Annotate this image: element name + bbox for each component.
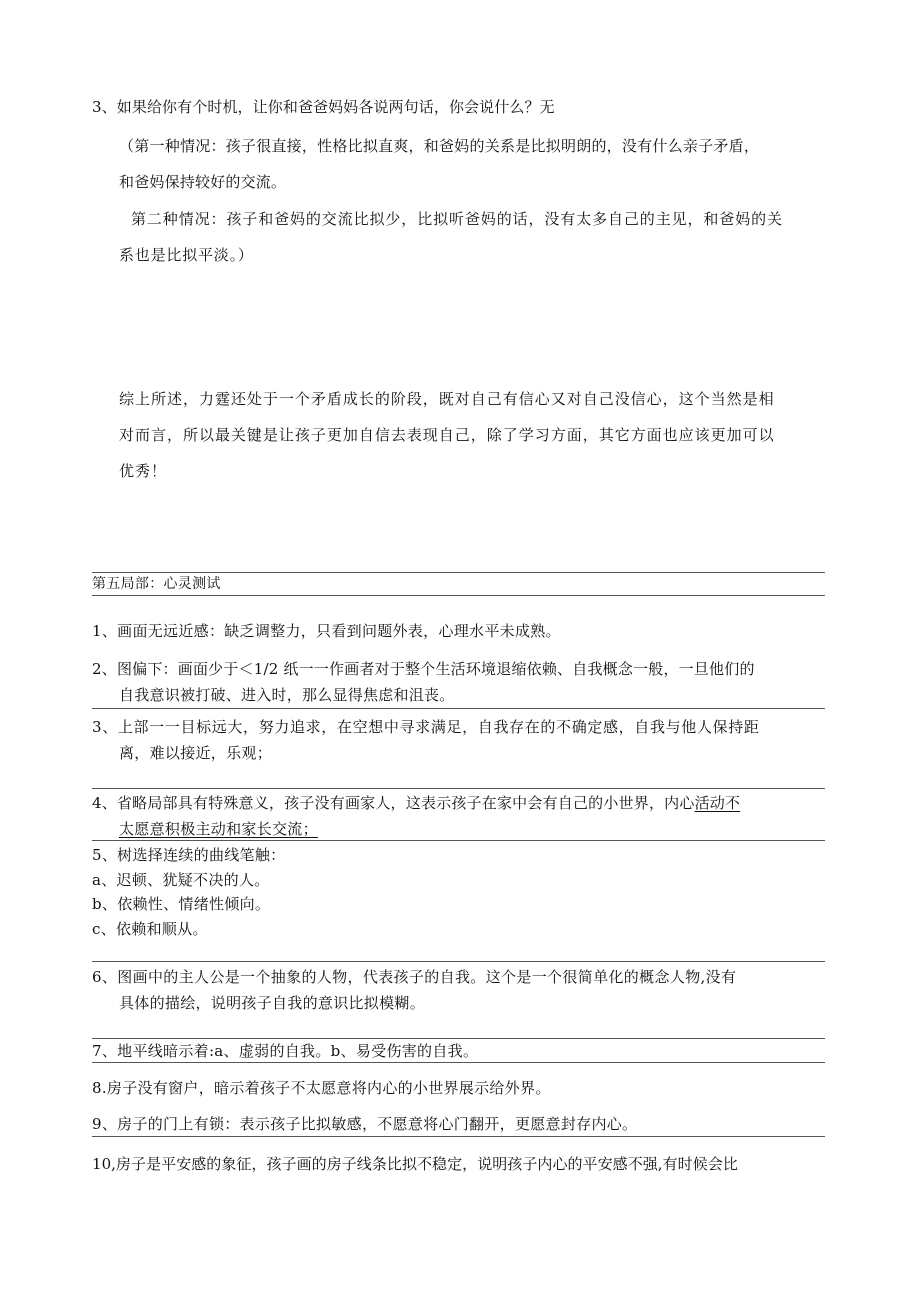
divider	[92, 961, 825, 962]
case1-line2: 和爸妈保持较好的交流。	[119, 173, 287, 191]
item-4-line1	[92, 796, 740, 811]
item-5-b: b、依赖性、情绪性倾向。	[92, 895, 271, 913]
item-7: 7、地平线暗示着:a、虚弱的自我。b、易受伤害的自我。	[92, 1042, 479, 1060]
summary-line3: 优秀！	[119, 462, 168, 480]
item-4-text: 4、省略局部具有特殊意义，孩子没有画家人，这表示孩子在家中会有自己的小世界，内心	[92, 794, 695, 812]
item-4-underlined-text: 活动不	[694, 794, 741, 812]
divider	[92, 1062, 825, 1063]
case1-line1: （第一种情况：孩子很直接，性格比拟直爽，和爸妈的关系是比拟明朗的，没有什么亲子矛盾，	[119, 137, 760, 155]
divider	[92, 788, 825, 789]
item-3-line2: 离，难以接近，乐观；	[119, 744, 273, 762]
divider	[92, 840, 825, 841]
divider	[92, 1136, 825, 1137]
item-9: 9、房子的门上有锁：表示孩子比拟敏感，不愿意将心门翻开，更愿意封存内心。	[92, 1115, 638, 1133]
divider	[92, 572, 825, 573]
question-3: 3、如果给你有个时机，让你和爸爸妈妈各说两句话，你会说什么？无	[92, 98, 555, 116]
section5-title: 第五局部：心灵测试	[92, 576, 221, 592]
item-1: 1、画面无远近感：缺乏调整力，只看到问题外表，心理水平未成熟。	[92, 622, 561, 640]
item-4-line2: 太愿意积极主动和家长交流；	[119, 820, 318, 838]
item-5-c: c、依赖和顺从。	[92, 920, 208, 938]
item-3-line1: 3、上部一一目标远大，努力追求，在空想中寻求满足，自我存在的不确定感，自我与他人保持距	[92, 718, 760, 736]
item-2-line1: 2、图偏下：画面少于＜1/2 纸一一作画者对于整个生活环境退缩依赖、自我概念一般，一旦他们的	[92, 660, 755, 678]
case2-line2: 系也是比拟平淡。）	[119, 246, 254, 264]
item-5-a: a、迟顿、犹疑不决的人。	[92, 871, 270, 889]
divider	[92, 1038, 825, 1039]
divider	[92, 708, 825, 709]
item-2-line2: 自我意识被打破、进入时，那么显得焦虑和沮丧。	[119, 686, 455, 704]
item-6-line1: 6、图画中的主人公是一个抽象的人物，代表孩子的自我。这个是一个很简单化的概念人物,没有	[92, 968, 737, 986]
item-6-line2: 具体的描绘，说明孩子自我的意识比拟模糊。	[119, 994, 426, 1012]
divider	[92, 595, 825, 596]
item-5-line1: 5、树选择连续的曲线笔触：	[92, 846, 286, 864]
summary-line1: 综上所述，力霆还处于一个矛盾成长的阶段，既对自己有信心又对自己没信心，这个当然是相	[119, 390, 775, 408]
summary-line2: 对而言，所以最关键是让孩子更加自信去表现自己，除了学习方面，其它方面也应该更加可以	[119, 426, 775, 444]
case2-line1: 第二种情况：孩子和爸妈的交流比拟少，比拟听爸妈的话，没有太多自己的主见，和爸妈的关	[131, 210, 783, 228]
item-8: 8.房子没有窗户，暗示着孩子不太愿意将内心的小世界展示给外界。	[92, 1079, 551, 1097]
item-10: 10,房子是平安感的象征，孩子画的房子线条比拟不稳定，说明孩子内心的平安感不强,有时候会比	[92, 1155, 738, 1173]
